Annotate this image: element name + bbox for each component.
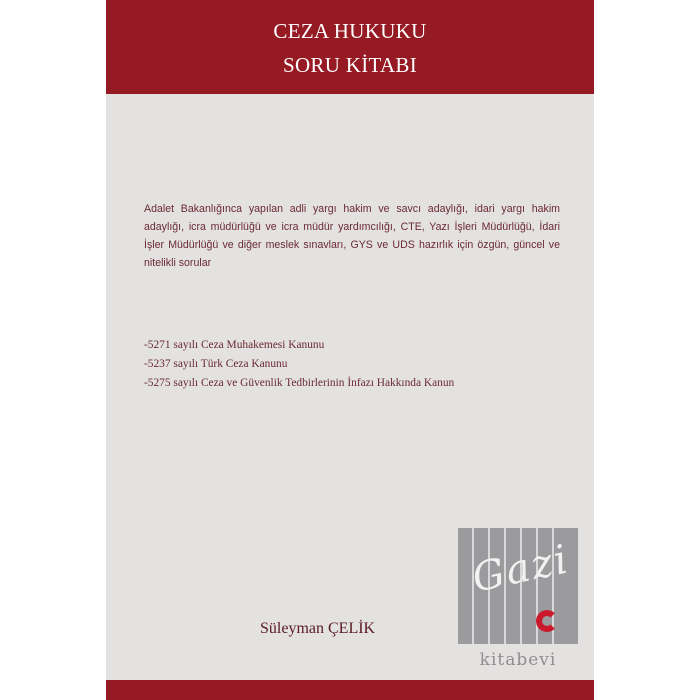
logo-box (458, 528, 578, 644)
author-name: Süleyman ÇELİK (260, 620, 376, 637)
logo-script-text: Gazi (468, 536, 574, 602)
law-item: -5237 sayılı Türk Ceza Kanunu (144, 358, 288, 370)
law-list (144, 336, 574, 393)
publisher-logo-icon (458, 528, 580, 678)
title-line-1: CEZA HUKUKU (273, 19, 427, 43)
book-cover (106, 0, 594, 700)
logo-wordmark: kitabevi (479, 650, 557, 670)
law-item: -5271 sayılı Ceza Muhakemesi Kanunu (144, 339, 325, 351)
description-text: Adalet Bakanlığınca yapılan adli yargı hakim ve savcı adaylığı, idari yargı hakim adaylığı, icra müdürlüğü ve icra müdür yardımcılığı, CTE, Yazı İşleri Müdürlüğü, İdari İşler Müdürlüğü ve diğer meslek sınavları, GYS ve UDS hazırlık için özgün, güncel ve nitelikli sorular (144, 203, 560, 269)
bottom-band (106, 680, 594, 700)
book-title (106, 14, 594, 82)
law-item: -5275 sayılı Ceza ve Güvenlik Tedbirlerinin İnfazı Hakkında Kanun (144, 377, 455, 389)
logo-c-mark-icon (536, 610, 558, 632)
top-band (106, 0, 594, 94)
title-line-2: SORU KİTABI (282, 53, 418, 77)
